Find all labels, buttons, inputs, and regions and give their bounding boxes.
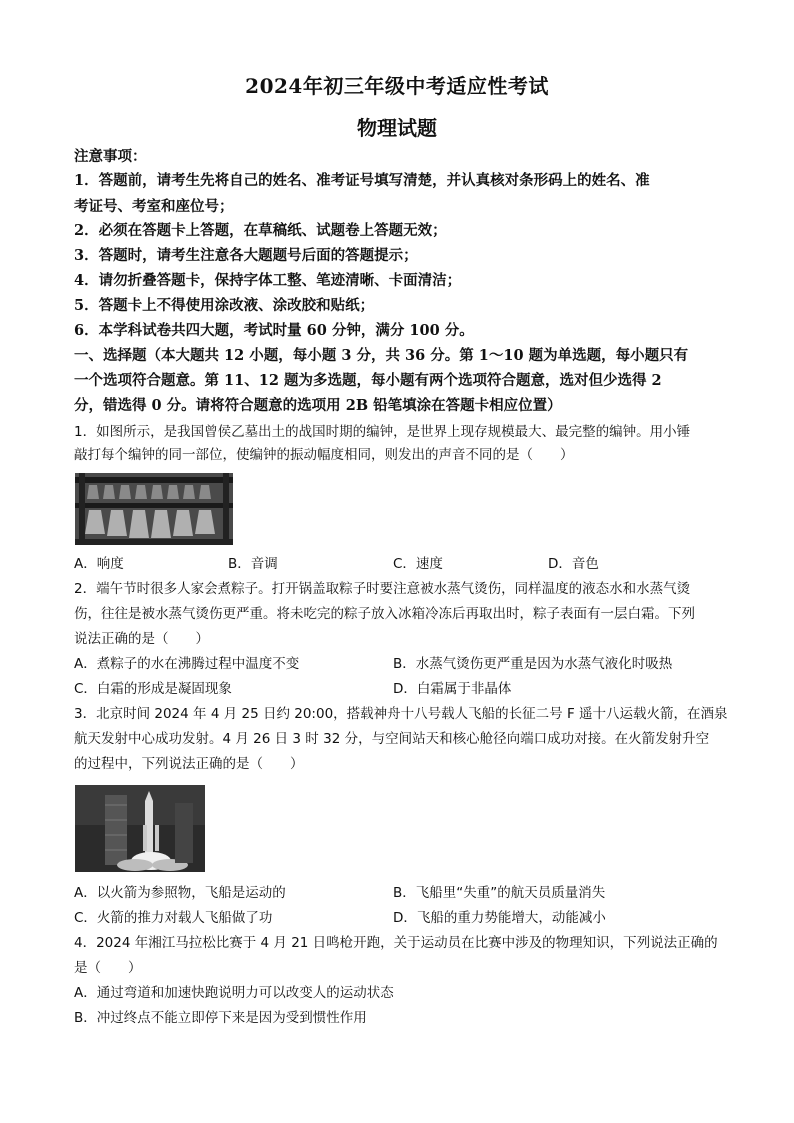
exam-title: 2024年初三年级中考适应性考试 (245, 74, 549, 98)
question-4-text: 4．2024 年湘江马拉松比赛于 4 月 21 日鸣枪开跑，关于运动员在比赛中涉及的物理知识，下列说法正确的 (74, 935, 718, 951)
question-4-text: 是（ ） (74, 960, 142, 976)
q4-option-b: B．冲过终点不能立即停下来是因为受到惯性作用 (74, 1010, 367, 1026)
note-line: 1．答题前，请考生先将自己的姓名、准考证号填写清楚，并认真核对条形码上的姓名、准 (74, 172, 650, 189)
q1-option-b: B．音调 (228, 556, 278, 572)
question-2-text: 伤，往往是被水蒸气烫伤更严重。将未吃完的粽子放入冰箱冷冻后再取出时，粽子表面有一层白霜。下列 (74, 606, 695, 622)
question-1-text: 1．如图所示，是我国曾侯乙墓出土的战国时期的编钟，是世界上现存规模最大、最完整的编钟。用小锤 (74, 424, 691, 440)
note-line: 考证号、考室和座位号； (74, 198, 234, 215)
section-heading: 一个选项符合题意。第 11、12 题为多选题，每小题有两个选项符合题意，选对但少选得 2 (74, 372, 662, 389)
q2-option-c: C．白霜的形成是凝固现象 (74, 681, 232, 697)
q2-option-a: A．煮粽子的水在沸腾过程中温度不变 (74, 656, 300, 672)
notes-heading: 注意事项： (74, 148, 147, 165)
section-heading: 一、选择题（本大题共 12 小题，每小题 3 分，共 36 分。第 1～10 题为单选题，每小题只有 (74, 347, 689, 364)
question-2-text: 2．端午节时很多人家会煮粽子。打开锅盖取粽子时要注意被水蒸气烫伤，同样温度的液态水和水蒸气烫 (74, 581, 691, 597)
q1-option-a: A．响度 (74, 556, 124, 572)
chime-bells-photo (75, 473, 233, 545)
subject-title: 物理试题 (357, 116, 437, 140)
q1-option-d: D．音色 (548, 556, 599, 572)
note-line: 6．本学科试卷共四大题，考试时量 60 分钟，满分 100 分。 (74, 322, 474, 339)
question-3-text: 3．北京时间 2024 年 4 月 25 日约 20:00，搭载神舟十八号载人飞船的长征二号 F 遥十八运载火箭，在酒泉 (74, 706, 728, 722)
q2-option-b: B．水蒸气烫伤更严重是因为水蒸气液化时吸热 (393, 656, 673, 672)
rocket-launch-photo (75, 785, 205, 872)
rocket-launch-illustration (75, 785, 205, 872)
q3-option-b: B．飞船里“失重”的航天员质量消失 (393, 885, 606, 901)
note-line: 3．答题时，请考生注意各大题题号后面的答题提示； (74, 247, 418, 264)
note-line: 4．请勿折叠答题卡，保持字体工整、笔迹清晰、卡面清洁； (74, 272, 462, 289)
q3-option-d: D．飞船的重力势能增大，动能减小 (393, 910, 606, 926)
q4-option-a: A．通过弯道和加速快跑说明力可以改变人的运动状态 (74, 985, 394, 1001)
q2-option-d: D．白霜属于非晶体 (393, 681, 512, 697)
question-1-text: 敲打每个编钟的同一部位，使编钟的振动幅度相同，则发出的声音不同的是（ ） (74, 447, 574, 463)
section-heading: 分，错选得 0 分。请将符合题意的选项用 2B 铅笔填涂在答题卡相应位置） (74, 397, 562, 414)
q3-option-c: C．火箭的推力对载人飞船做了功 (74, 910, 273, 926)
note-line: 5．答题卡上不得使用涂改液、涂改胶和贴纸； (74, 297, 375, 314)
q3-option-a: A．以火箭为参照物，飞船是运动的 (74, 885, 286, 901)
question-3-text: 的过程中，下列说法正确的是（ ） (74, 756, 304, 772)
question-3-text: 航天发射中心成功发射。4 月 26 日 3 时 32 分，与空间站天和核心舱径向端口成功对接。在火箭发射升空 (74, 731, 710, 747)
chime-bells-illustration (75, 473, 233, 545)
q1-option-c: C．速度 (393, 556, 443, 572)
note-line: 2．必须在答题卡上答题，在草稿纸、试题卷上答题无效； (74, 222, 447, 239)
question-2-text: 说法正确的是（ ） (74, 631, 209, 647)
